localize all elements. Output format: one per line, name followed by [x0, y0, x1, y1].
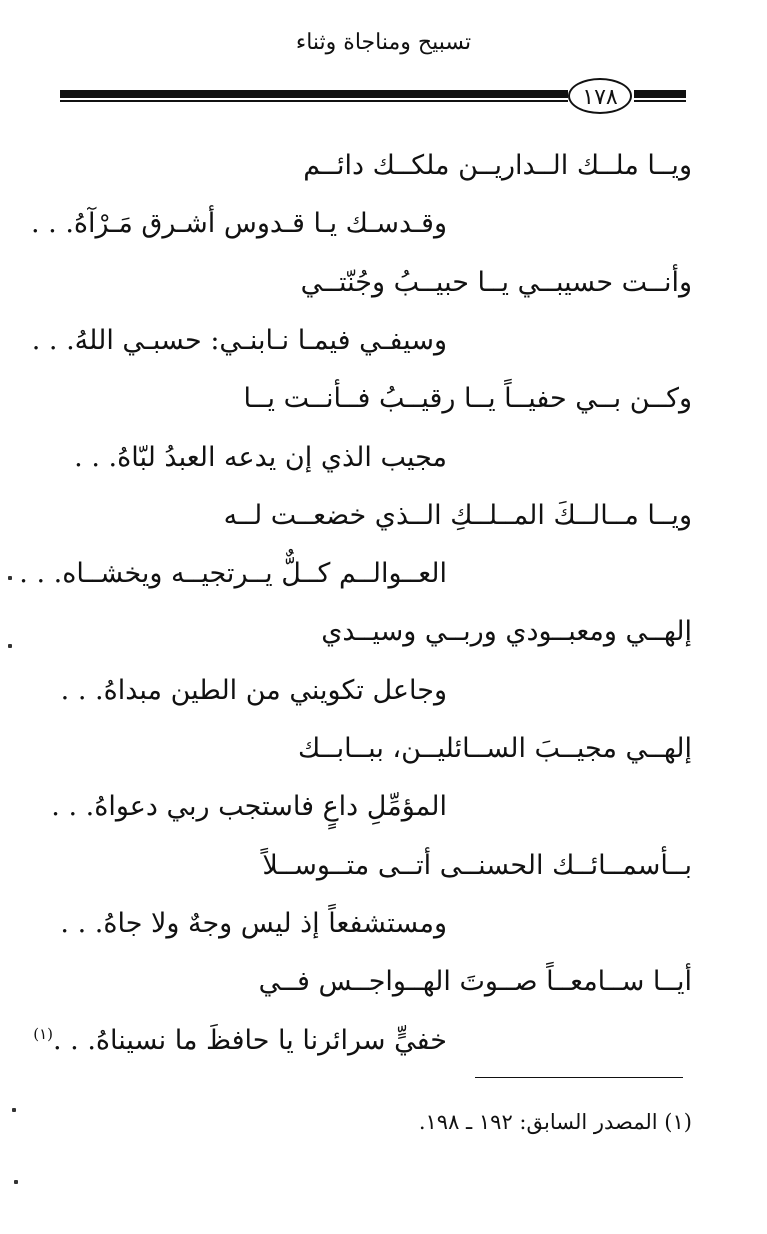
verse-text: وسيفـي فيمـا نـابنـي: حسبـي اللهُ. . . [31, 325, 447, 356]
verse-text: إلهــي مجيــبَ الســائليــن، ببــابــك [298, 733, 692, 764]
header-rule-thick-left [60, 90, 568, 98]
header-rule-thin-right [634, 100, 686, 102]
footnote-divider [475, 1077, 683, 1078]
page-number-badge: ١٧٨ [568, 78, 632, 114]
verse-line [33, 1025, 447, 1056]
verse-text: مجيب الذي إن يدعه العبدُ لبّاهُ. . . [74, 442, 447, 473]
verse-text: العــوالــم كــلٌّ يــرتجيــه ويخشــاه. . . [19, 558, 447, 589]
verse-line [301, 267, 692, 298]
running-header-title: تسبيح ومناجاة وثناء [295, 30, 472, 55]
verse-line [51, 791, 447, 822]
verse-line [19, 558, 447, 589]
verse-text: وكــن بــي حفيــاً يــا رقيــبُ فــأنــت يــا [243, 383, 692, 414]
verse-text: وأنــت حسيبــي يــا حبيــبُ وجُنّتــي [300, 267, 692, 298]
verse-text: خفيٍّ سرائرنا يا حافظَ ما نسيناهُ. . . [52, 1025, 447, 1056]
verse-line [61, 675, 447, 706]
header-rule-thick-right [634, 90, 686, 98]
footnote-reference: (١) [33, 1025, 53, 1043]
footnote: (١) المصدر السابق: ١٩٢ ـ ١٩٨. [418, 1110, 692, 1134]
verse-line [303, 150, 692, 181]
verse-line [262, 850, 692, 881]
header-rule-thin-left [60, 100, 568, 102]
verse-text: وقـدسـك يـا قـدوس أشـرق مَـرْآهُ. . . [31, 208, 447, 239]
verse-line [321, 616, 692, 647]
verse-text: أيــا ســامعــاً صــوتَ الهــواجــس فــي [258, 966, 692, 997]
verse-line [32, 325, 447, 356]
verse-text: وجاعل تكويني من الطين مبداهُ. . . [60, 675, 447, 706]
verse-line [298, 733, 692, 764]
verse-text: ويــا مــالــكَ المــلــكِ الــذي خضعــت لــه [223, 500, 692, 531]
scan-speck [12, 1108, 16, 1112]
verse-line [224, 500, 692, 531]
scan-speck [8, 644, 12, 648]
verse-text: إلهــي ومعبــودي وربــي وسيــدي [321, 616, 692, 647]
scan-speck [14, 1180, 18, 1184]
verse-line [31, 208, 447, 239]
verse-text: ويــا ملــك الــداريــن ملكــك دائــم [303, 150, 692, 181]
verse-line [74, 442, 447, 473]
verse-line [244, 383, 693, 414]
verse-line [259, 966, 692, 997]
verse-line [60, 908, 447, 939]
verse-text: المؤمِّلِ داعٍ فاستجب ربي دعواهُ. . . [51, 791, 447, 822]
scan-speck [8, 576, 12, 580]
verse-text: ومستشفعاً إذ ليس وجهٌ ولا جاهُ. . . [60, 908, 447, 939]
verse-text: بــأسمــائــك الحسنــى أتــى متــوســلاً [262, 850, 692, 881]
